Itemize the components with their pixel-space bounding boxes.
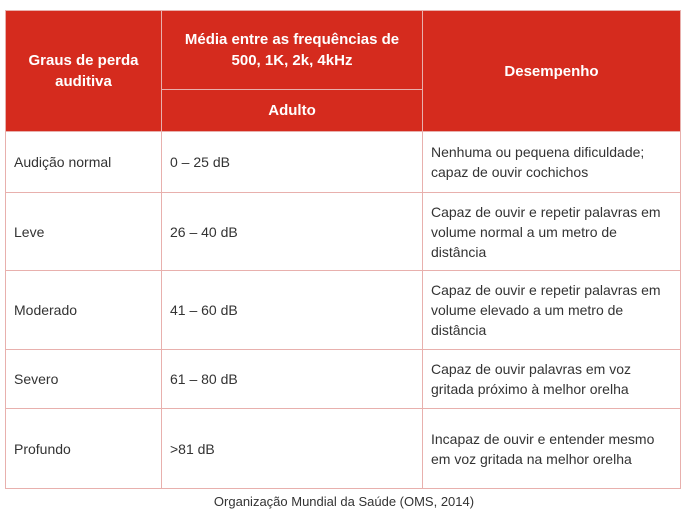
table-row xyxy=(6,132,681,193)
cell-grau: Severo xyxy=(6,350,162,409)
cell-desempenho: Incapaz de ouvir e entender mesmo em voz gritada na melhor orelha xyxy=(423,409,681,489)
table-row xyxy=(6,193,681,271)
table-row xyxy=(6,350,681,409)
cell-media: 26 – 40 dB xyxy=(162,193,423,271)
cell-desempenho: Nenhuma ou pequena dificuldade; capaz de ouvir cochichos xyxy=(423,132,681,193)
table-row xyxy=(6,409,681,489)
cell-grau: Leve xyxy=(6,193,162,271)
source-caption: Organização Mundial da Saúde (OMS, 2014) xyxy=(213,494,475,509)
cell-media: 0 – 25 dB xyxy=(162,132,423,193)
header-desempenho: Desempenho xyxy=(423,11,681,132)
cell-desempenho: Capaz de ouvir e repetir palavras em volume normal a um metro de distância xyxy=(423,193,681,271)
cell-grau: Moderado xyxy=(6,271,162,350)
cell-media: 41 – 60 dB xyxy=(162,271,423,350)
header-media: Média entre as frequências de 500, 1K, 2k, 4kHz xyxy=(162,11,423,90)
table-row xyxy=(6,271,681,350)
header-adulto: Adulto xyxy=(162,90,423,132)
cell-media: >81 dB xyxy=(162,409,423,489)
cell-grau: Profundo xyxy=(6,409,162,489)
hearing-loss-table xyxy=(5,10,681,489)
cell-grau: Audição normal xyxy=(6,132,162,193)
cell-desempenho: Capaz de ouvir palavras em voz gritada próximo à melhor orelha xyxy=(423,350,681,409)
cell-media: 61 – 80 dB xyxy=(162,350,423,409)
header-grau: Graus de perda auditiva xyxy=(6,11,162,132)
cell-desempenho: Capaz de ouvir e repetir palavras em volume elevado a um metro de distância xyxy=(423,271,681,350)
